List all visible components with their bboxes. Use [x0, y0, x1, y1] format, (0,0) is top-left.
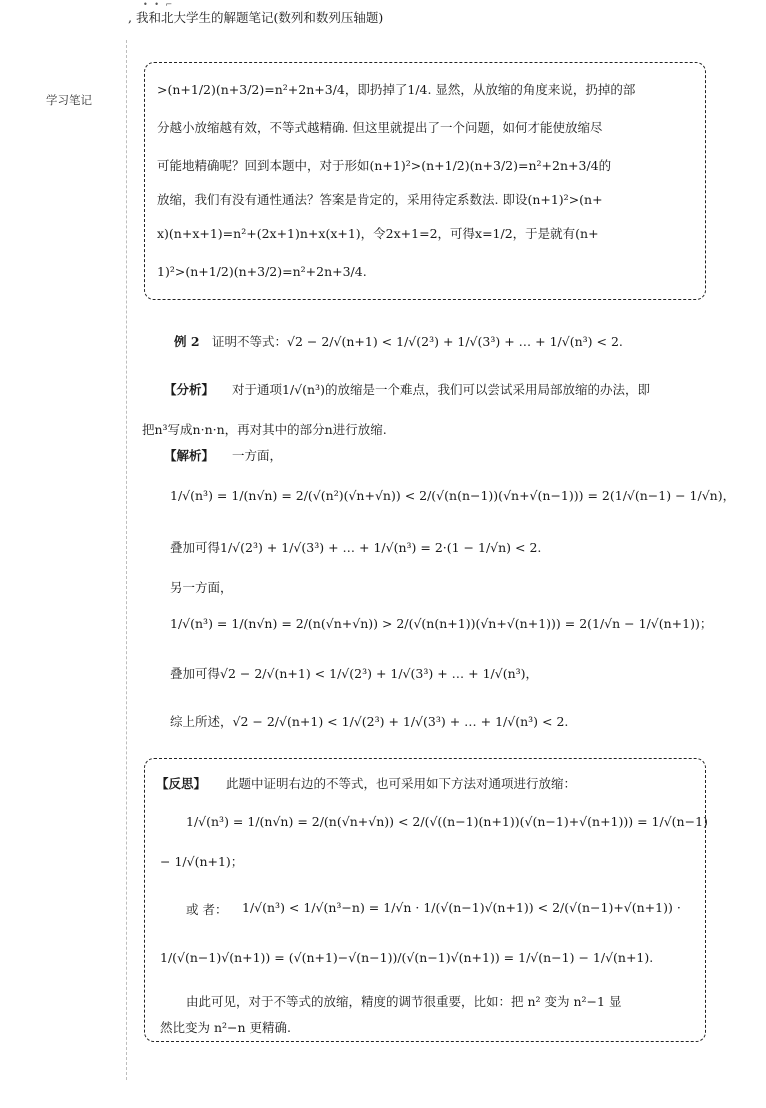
reflection-eq-1: 1/√(n³) = 1/(n√n) = 2/(n(√n+√n)) < 2/(√((n−1)(n+1))(√(n−1)+√(n+1))) = 1/√(n−1)	[186, 814, 708, 829]
solution-intro: 一方面，	[232, 448, 283, 463]
sidebar-label: 学习笔记	[46, 93, 92, 107]
analysis-tag: 【分析】	[164, 382, 215, 397]
reflection-tag: 【反思】	[156, 776, 207, 791]
reflection-intro: 此题中证明右边的不等式，也可采用如下方法对通项进行放缩：	[226, 776, 577, 791]
analysis-line-2: 把n³写成n·n·n，再对其中的部分n进行放缩.	[142, 422, 387, 437]
box1-line-1: >(n+1/2)(n+3/2)=n²+2n+3/4，即扔掉了1/4. 显然，从放缩的角度来说，扔掉的部	[157, 82, 636, 97]
box1-line-2: 分越小放缩越有效，不等式越精确. 但这里就提出了一个问题，如何才能使放缩尽	[157, 120, 603, 135]
reflection-eq-2: 1/√(n³) < 1/√(n³−n) = 1/√n · 1/(√(n−1)√(n+1)) < 2/(√(n−1)+√(n+1)) ·	[242, 900, 681, 915]
solution-other: 另一方面，	[170, 580, 233, 595]
reflection-para-2: 然比变为 n²−n 更精确.	[160, 1020, 292, 1035]
header-title: 我和北大学生的解题笔记(数列和数列压轴题)	[135, 10, 384, 25]
reflection-eq-3: 1/(√(n−1)√(n+1)) = (√(n+1)−√(n−1))/(√(n−1)√(n+1)) = 1/√(n−1) − 1/√(n+1).	[160, 950, 654, 965]
solution-eq-1: 1/√(n³) = 1/(n√n) = 2/(√(n²)(√n+√n)) < 2/(√(n(n−1))(√n+√(n−1))) = 2(1/√(n−1) − 1/√n)，	[170, 488, 736, 503]
box1-line-6: 1)²>(n+1/2)(n+3/2)=n²+2n+3/4.	[157, 264, 367, 279]
margin-rule	[126, 40, 127, 1080]
header-ornament: • • ⌐	[143, 0, 175, 9]
example-statement: 证明不等式：√2 − 2/√(n+1) < 1/√(2³) + 1/√(3³) + … + 1/√(n³) < 2.	[212, 334, 623, 349]
solution-sum-1: 叠加可得1/√(2³) + 1/√(3³) + … + 1/√(n³) = 2·(1 − 1/√n) < 2.	[170, 540, 542, 555]
box1-line-5: x)(n+x+1)=n²+(2x+1)n+x(x+1)，令2x+1=2，可得x=1/2，于是就有(n+	[157, 226, 599, 241]
reflection-or-label: 或 者：	[186, 902, 228, 917]
box1-line-4: 放缩，我们有没有通性通法？答案是肯定的，采用待定系数法. 即设(n+1)²>(n+	[157, 192, 603, 207]
box1-line-3: 可能地精确呢？回到本题中，对于形如(n+1)²>(n+1/2)(n+3/2)=n²+2n+3/4的	[157, 158, 612, 173]
reflection-eq-1b: − 1/√(n+1)；	[160, 854, 244, 869]
solution-eq-2: 1/√(n³) = 1/(n√n) = 2/(n(√n+√n)) > 2/(√(n(n+1))(√n+√(n+1))) = 2(1/√n − 1/√(n+1))；	[170, 616, 713, 631]
page-header: , 我和北大学生的解题笔记(数列和数列压轴题)	[128, 10, 384, 25]
example-label: 例 2	[174, 334, 200, 349]
reflection-para-1: 由此可见，对于不等式的放缩，精度的调节很重要，比如：把 n² 变为 n²−1 显	[186, 994, 622, 1009]
analysis-line-1: 对于通项1/√(n³)的放缩是一个难点，我们可以尝试采用局部放缩的办法，即	[232, 382, 650, 397]
solution-sum-2: 叠加可得√2 − 2/√(n+1) < 1/√(2³) + 1/√(3³) + … + 1/√(n³)，	[170, 666, 539, 681]
solution-conclusion: 综上所述，√2 − 2/√(n+1) < 1/√(2³) + 1/√(3³) + … + 1/√(n³) < 2.	[170, 714, 569, 729]
solution-tag: 【解析】	[164, 448, 215, 463]
